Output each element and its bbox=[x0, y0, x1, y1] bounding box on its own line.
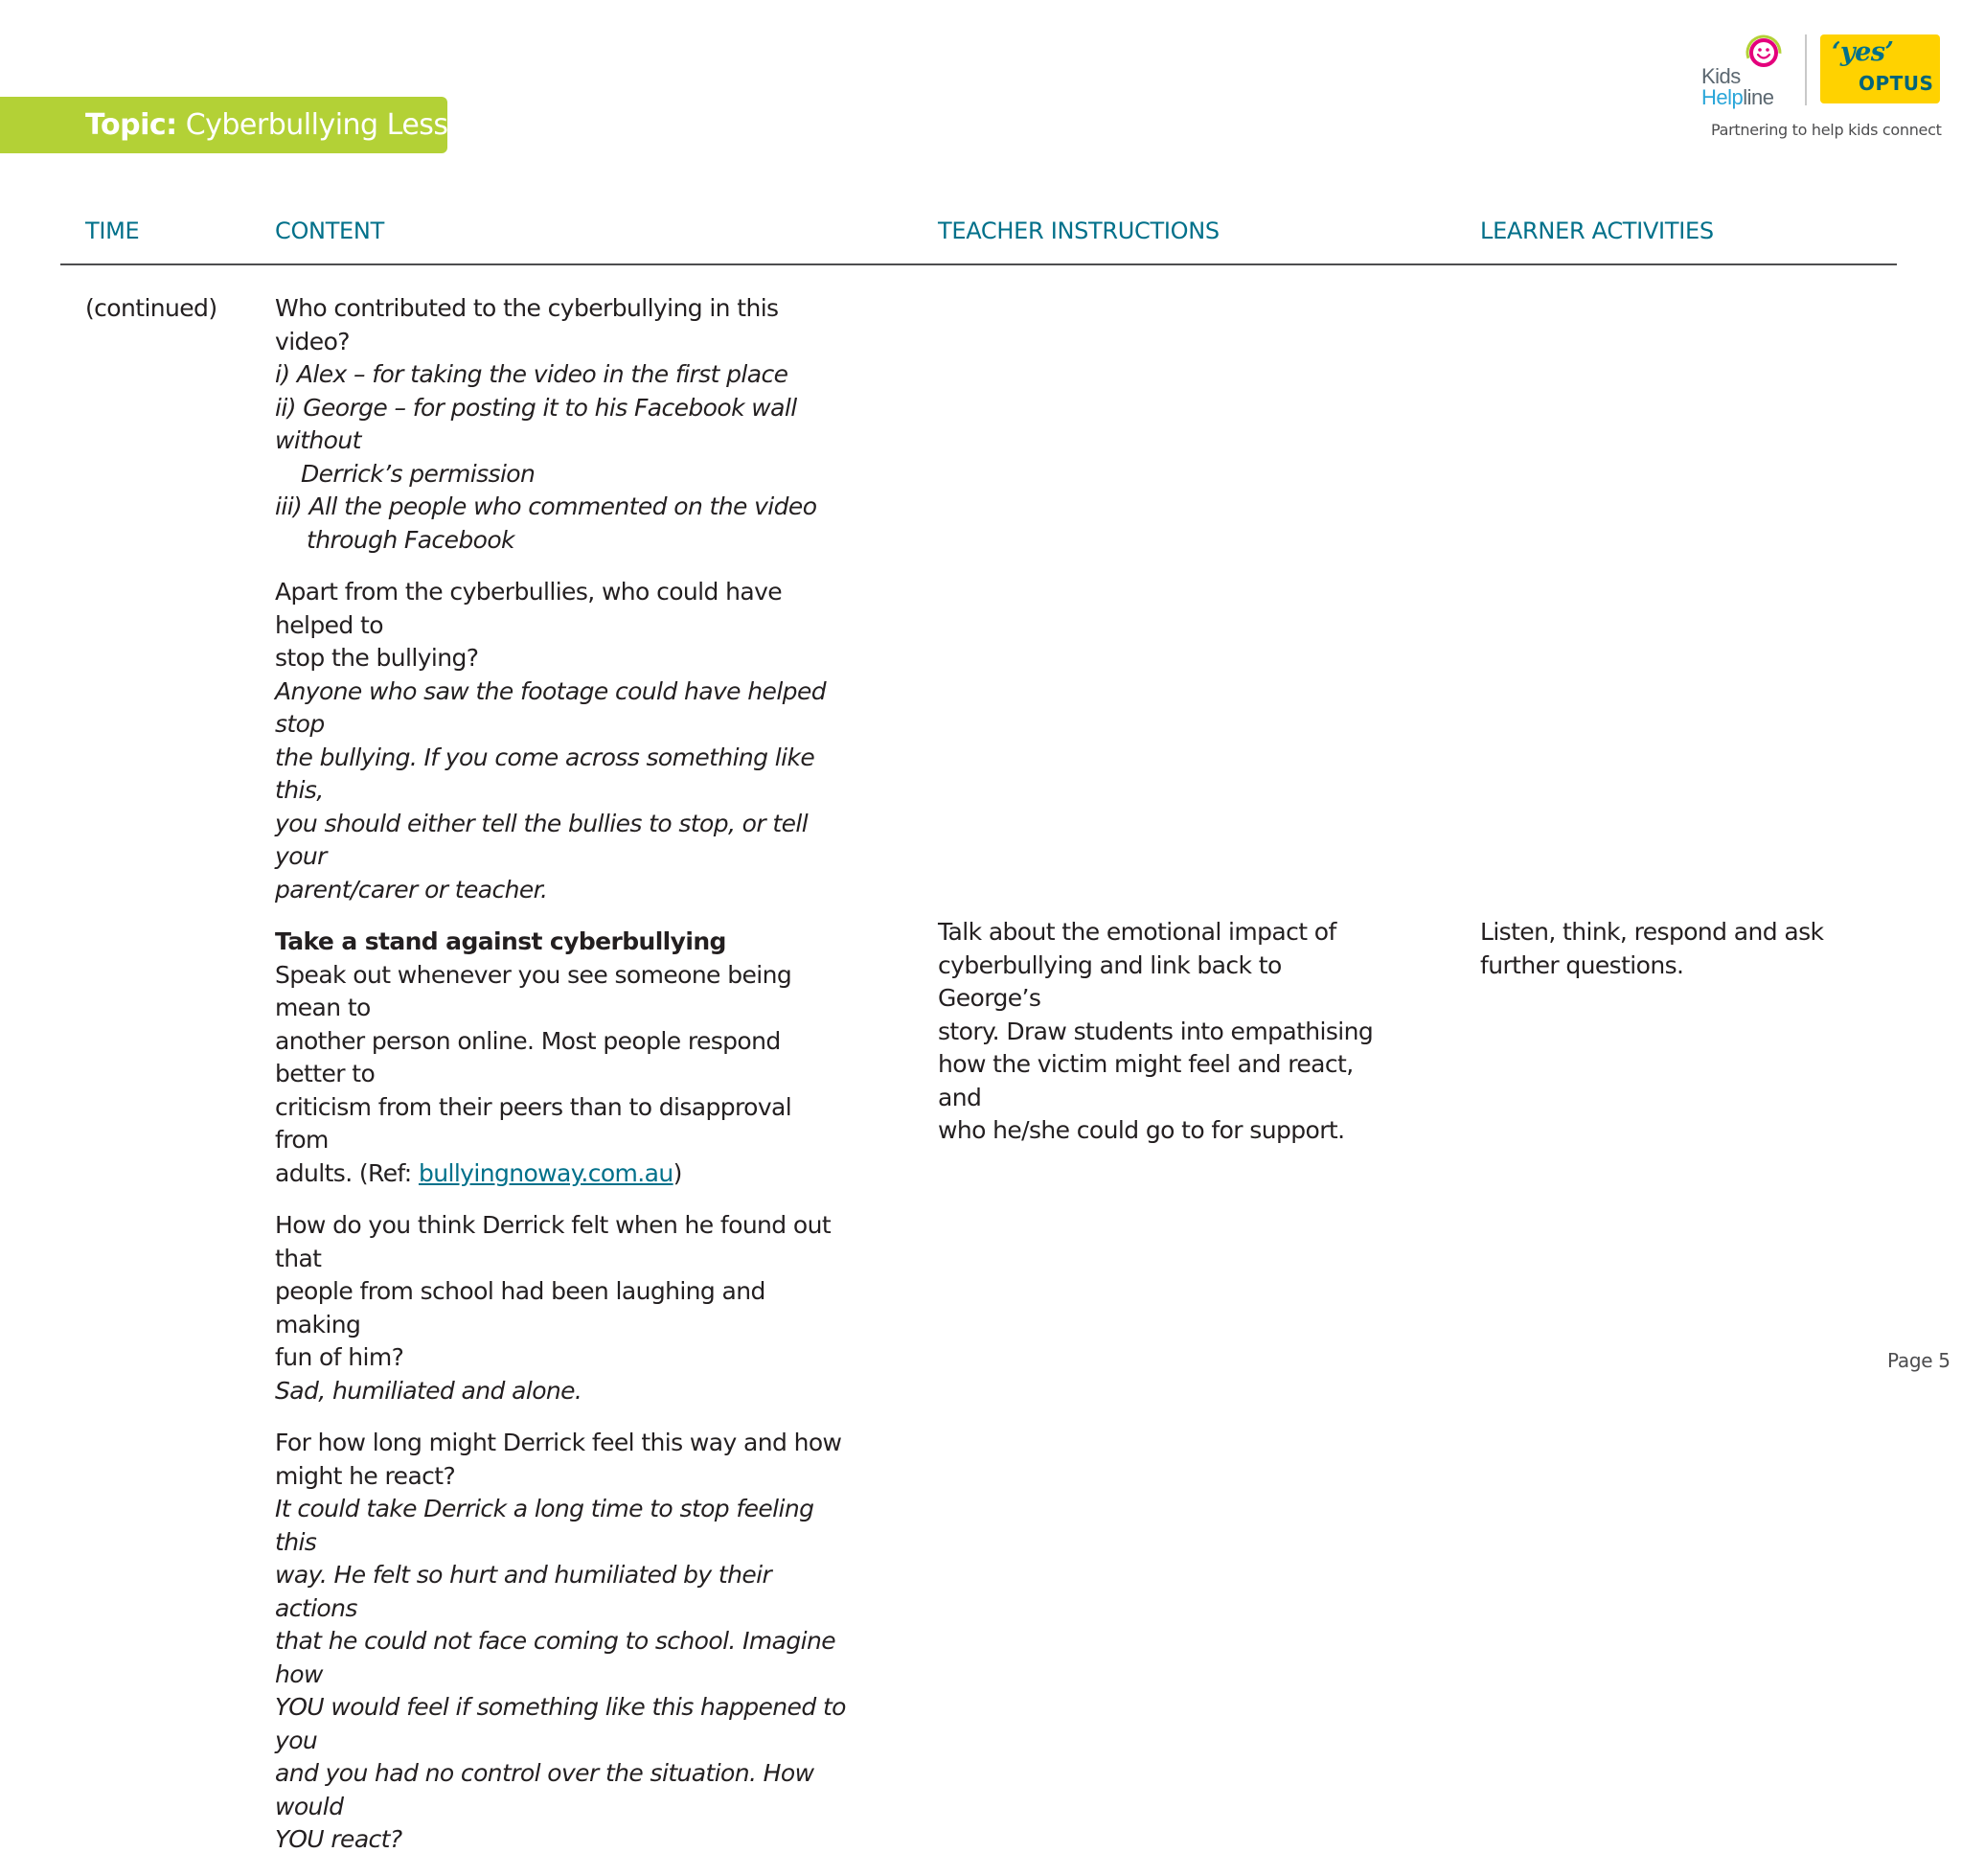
answer-line: ii) George – for posting it to his Facebook wall without bbox=[275, 393, 797, 454]
header-time: TIME bbox=[85, 217, 140, 244]
answer-line: parent/carer or teacher. bbox=[275, 875, 548, 904]
answer-line: through Facebook bbox=[307, 525, 514, 554]
answer-line: Sad, humiliated and alone. bbox=[275, 1376, 582, 1405]
teacher-instructions-cell bbox=[938, 916, 1379, 1148]
answer-line: Anyone who saw the footage could have helped stop bbox=[275, 676, 826, 738]
logo-divider bbox=[1805, 34, 1807, 105]
body-line: criticism from their peers than to disapproval from bbox=[275, 1092, 792, 1154]
answer-line: YOU would feel if something like this happened to you bbox=[275, 1693, 846, 1754]
optus-logo bbox=[1820, 34, 1940, 103]
answer-line: you should either tell the bullies to stop, or tell your bbox=[275, 809, 809, 870]
question-text: stop the bullying? bbox=[275, 644, 479, 672]
reference-suffix: ) bbox=[673, 1158, 682, 1187]
question-feelings bbox=[275, 1209, 850, 1407]
learner-line: further questions. bbox=[1480, 950, 1684, 979]
question-text: Who contributed to the cyberbullying in this video? bbox=[275, 294, 779, 355]
optus-yes-text: ‘yes’ bbox=[1832, 37, 1894, 67]
kids-helpline-kids-text: Kids bbox=[1701, 64, 1741, 88]
question-text: For how long might Derrick feel this way and how bbox=[275, 1429, 842, 1456]
header-content: CONTENT bbox=[275, 217, 384, 244]
question-text: people from school had been laughing and making bbox=[275, 1277, 765, 1338]
question-reaction bbox=[275, 1427, 850, 1857]
partner-logos bbox=[1696, 31, 1945, 146]
body-line: another person online. Most people respond better to bbox=[275, 1026, 781, 1087]
kids-helpline-helpline-text bbox=[1701, 86, 1774, 109]
header-teacher-instructions: TEACHER INSTRUCTIONS bbox=[938, 217, 1220, 244]
section-heading: Take a stand against cyberbullying bbox=[275, 927, 726, 955]
answer-line: way. He felt so hurt and humiliated by their actions bbox=[275, 1561, 772, 1622]
header-learner-activities: LEARNER ACTIVITIES bbox=[1480, 217, 1714, 244]
reference-link[interactable]: bullyingnoway.com.au bbox=[418, 1158, 673, 1187]
optus-brand-text: OPTUS bbox=[1859, 72, 1934, 95]
topic-value: Cyberbullying Lesson 1 bbox=[185, 108, 510, 142]
topic-label: Topic: bbox=[85, 108, 177, 142]
reference-line bbox=[275, 1157, 850, 1191]
answer-line: that he could not face coming to school. Imagine how bbox=[275, 1627, 835, 1688]
body-line: Speak out whenever you see someone being mean to bbox=[275, 960, 792, 1021]
kids-helpline-logo bbox=[1696, 31, 1811, 117]
content-cell bbox=[275, 292, 850, 1876]
kids-helpline-help-part: Help bbox=[1701, 85, 1744, 109]
teacher-line: Talk about the emotional impact of bbox=[938, 918, 1336, 946]
teacher-line: how the victim might feel and react, and bbox=[938, 1050, 1354, 1111]
page-number: Page 5 bbox=[1887, 1349, 1951, 1372]
question-contributors bbox=[275, 292, 850, 557]
partner-tagline: Partnering to help kids connect bbox=[1711, 121, 1942, 139]
learner-line: Listen, think, respond and ask bbox=[1480, 918, 1824, 946]
reference-prefix: adults. (Ref: bbox=[275, 1158, 419, 1187]
time-cell bbox=[85, 292, 258, 326]
header-divider bbox=[60, 263, 1897, 265]
question-helpers bbox=[275, 576, 850, 906]
teacher-line: who he/she could go to for support. bbox=[938, 1116, 1345, 1144]
topic-banner bbox=[0, 97, 510, 153]
question-text: might he react? bbox=[275, 1461, 456, 1490]
answer-line: iii) All the people who commented on the video bbox=[275, 492, 817, 520]
answer-line: i) Alex – for taking the video in the first place bbox=[275, 360, 788, 388]
answer-line: and you had no control over the situation. How would bbox=[275, 1759, 814, 1820]
question-text: How do you think Derrick felt when he found out that bbox=[275, 1211, 832, 1272]
question-text: Apart from the cyberbullies, who could have helped to bbox=[275, 578, 783, 639]
time-value: (continued) bbox=[85, 294, 217, 322]
answer-line: It could take Derrick a long time to stop feeling this bbox=[275, 1495, 814, 1556]
teacher-line: story. Draw students into empathising bbox=[938, 1017, 1374, 1045]
take-a-stand-section bbox=[275, 926, 850, 1190]
smiley-ring-icon bbox=[1744, 33, 1784, 73]
answer-line: the bullying. If you come across something like this, bbox=[275, 743, 815, 804]
question-text: fun of him? bbox=[275, 1343, 404, 1371]
teacher-line: cyberbullying and link back to George’s bbox=[938, 950, 1282, 1012]
answer-line: Derrick’s permission bbox=[301, 459, 536, 488]
learner-activities-cell bbox=[1480, 916, 1863, 982]
answer-line: YOU react? bbox=[275, 1825, 402, 1853]
kids-helpline-line-part: line bbox=[1743, 85, 1774, 109]
